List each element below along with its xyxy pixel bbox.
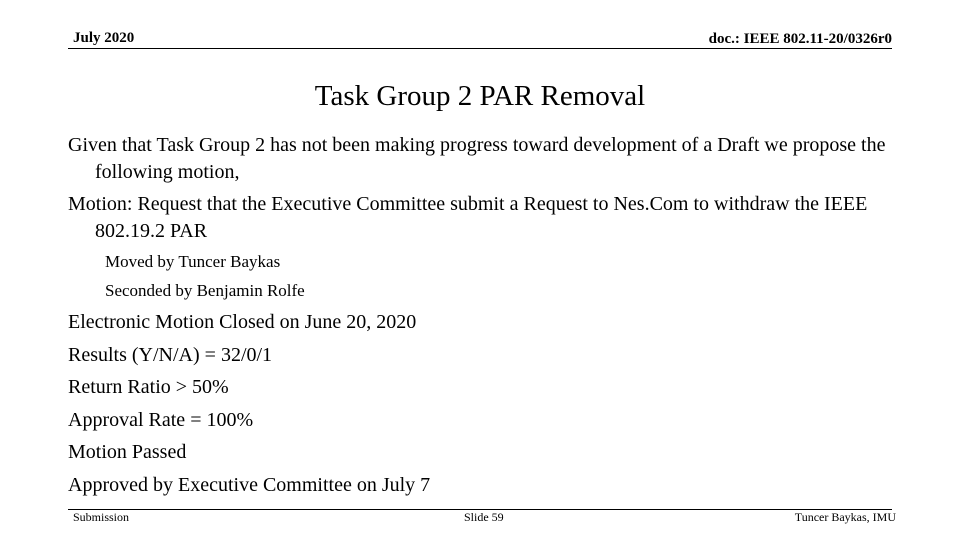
slide-title: Task Group 2 PAR Removal	[314, 80, 646, 112]
header-divider	[68, 48, 892, 49]
result-ec-approval: Approved by Executive Committee on July 7	[68, 473, 431, 496]
moved-by-line: Moved by Tuncer Baykas	[105, 252, 281, 271]
header-doc-id: doc.: IEEE 802.11-20/0326r0	[708, 31, 892, 47]
result-return-ratio: Return Ratio > 50%	[68, 376, 229, 398]
footer-author: Tuncer Baykas, IMU	[794, 510, 896, 524]
result-motion-closed: Electronic Motion Closed on June 20, 2020	[68, 311, 417, 333]
seconded-by-line: Seconded by Benjamin Rolfe	[105, 281, 305, 300]
footer-slide-number: Slide 59	[464, 510, 504, 524]
slide-body	[68, 132, 928, 504]
result-approval-rate: Approval Rate = 100%	[68, 408, 254, 431]
header-date: July 2020	[73, 30, 135, 46]
result-motion-passed: Motion Passed	[68, 441, 187, 463]
motion-paragraph: Motion: Request that the Executive Committee submit a Request to Nes.Com to withdraw the IEEE 802.19.2 PAR	[68, 193, 868, 242]
intro-paragraph: Given that Task Group 2 has not been making progress toward development of a Draft we propose the following motion,	[68, 134, 886, 183]
result-vote-counts: Results (Y/N/A) = 32/0/1	[68, 343, 273, 366]
footer-submission: Submission	[73, 510, 130, 524]
